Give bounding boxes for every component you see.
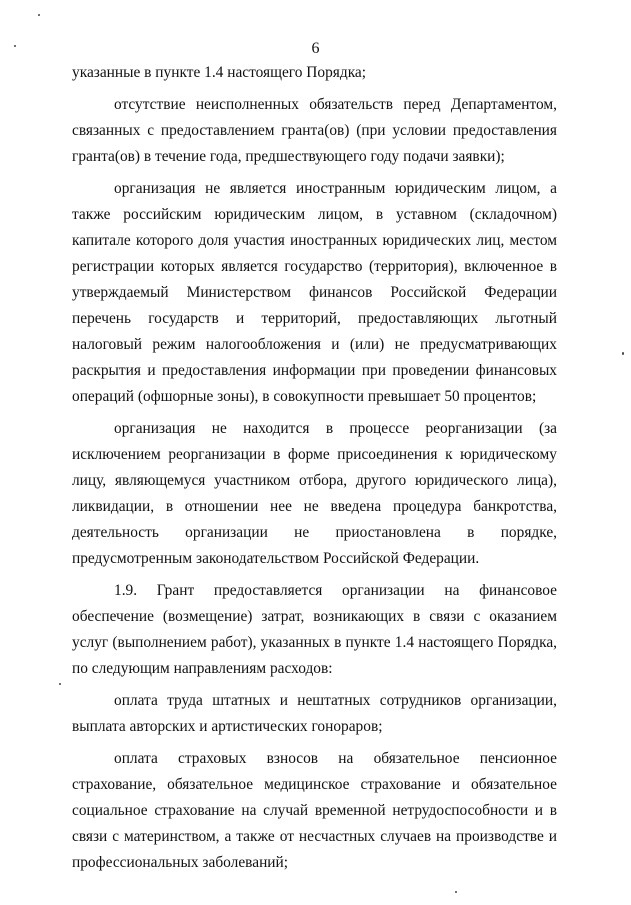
paragraph: организация не является иностранным юридическим лицом, а также российским юридическим лицом, в уставном (складочном) капитале которого доля участия иностранных юридических лиц, местом регистрации которых является государство (территория), включенное в утверждаемый Министерством финансов Российской Федерации перечень государств и территорий, предоставляющих льготный налоговый режим налогообложения и (или) не предусматривающих раскрытия и предоставления информации при проведении финансовых операций (офшорные зоны), в совокупности превышает 50 процентов; (72, 180, 557, 405)
scan-speck (59, 683, 61, 685)
paragraph: 1.9. Грант предоставляется организации на финансовое обеспечение (возмещение) затрат, возникающих в связи с оказанием услуг (выполнением работ), указанных в пункте 1.4 настоящего Порядка, по следующим направлениям расходов: (72, 582, 557, 677)
page-number: 6 (311, 40, 320, 57)
document-body (72, 60, 557, 882)
paragraph: оплата труда штатных и нештатных сотрудников организации, выплата авторских и артистических гонораров; (72, 692, 557, 735)
paragraph: отсутствие неисполненных обязательств перед Департаментом, связанных с предоставлением гранта(ов) (при условии предоставления гранта(ов) в течение года, предшествующего году подачи заявки); (72, 96, 557, 165)
scan-speck (38, 14, 40, 16)
paragraph: указанные в пункте 1.4 настоящего Порядка; (72, 64, 367, 81)
paragraph: организация не находится в процессе реорганизации (за исключением реорганизации в форме присоединения к юридическому лицу, являющемуся участником отбора, другого юридического лица), ликвидации, в отношении нее не введена процедура банкротства, деятельность организации не приостановлена в порядке, предусмотренным законодательством Российской Федерации. (72, 420, 557, 567)
paragraph: оплата страховых взносов на обязательное пенсионное страхование, обязательное медицинское страхование и обязательное социальное страхование на случай временной нетрудоспособности и в связи с материнством, а также от несчастных случаев на производстве и профессиональных заболеваний; (72, 750, 557, 871)
scan-speck (455, 891, 457, 893)
scan-speck (622, 352, 624, 355)
